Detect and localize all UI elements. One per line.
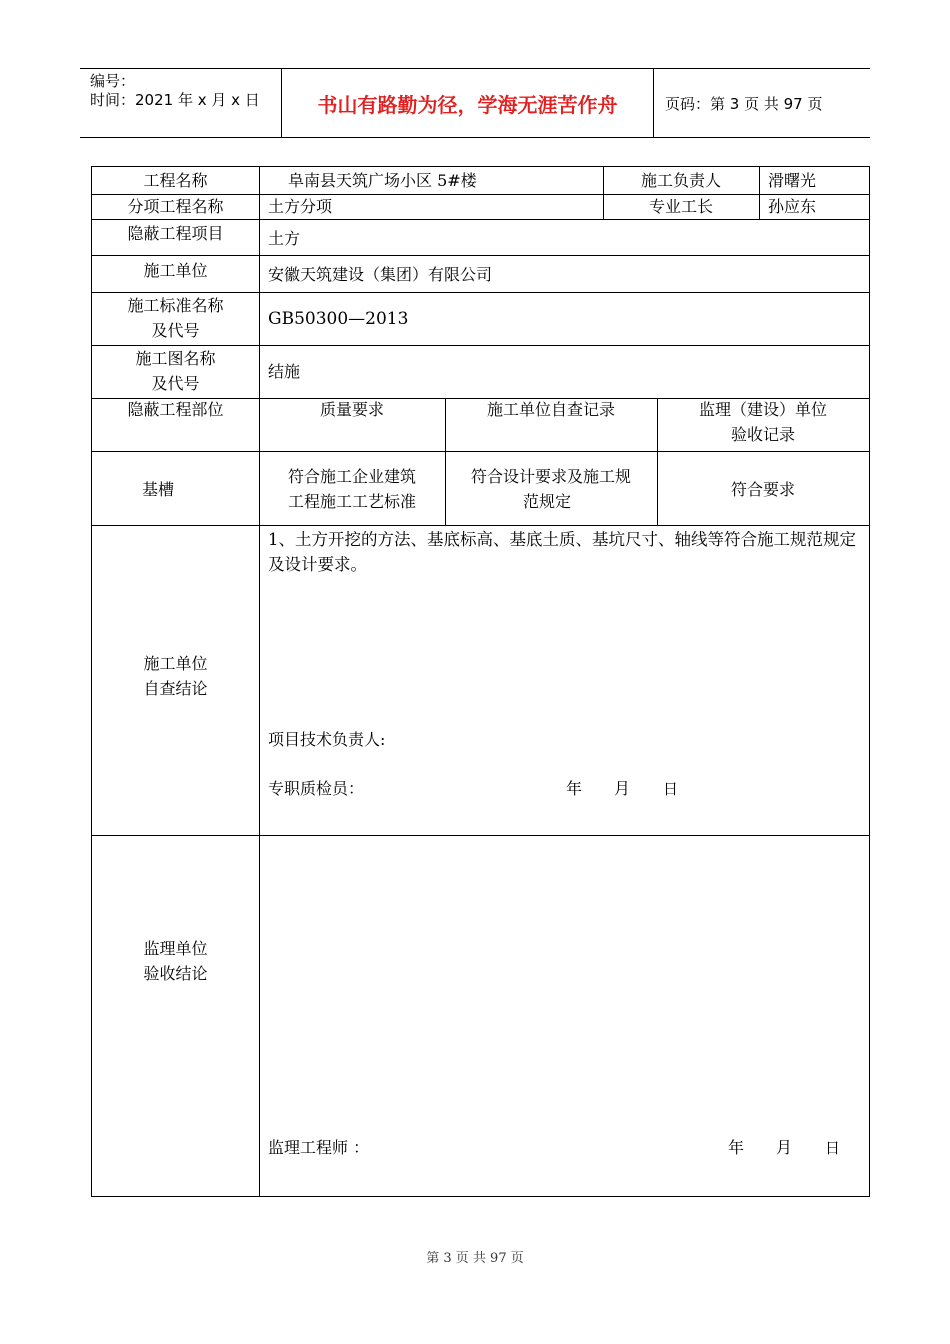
row-divider (92, 525, 869, 526)
project-name-label: 工程名称 (143, 171, 208, 190)
supervision-label-line2: 验收结论 (143, 964, 208, 983)
foreman-value: 孙应东 (768, 197, 817, 216)
inspector-label: 专职质检员： (268, 779, 365, 798)
sub-project-value: 土方分项 (268, 197, 333, 216)
row-divider (92, 835, 869, 836)
drawing-label-line2: 及代号 (151, 374, 200, 393)
conclusion-text: 1、土方开挖的方法、基底标高、基底土质、基坑尺寸、轴线等符合施工规范规定及设计要求。 (268, 530, 856, 574)
page-footer: 第 3 页 共 97 页 (426, 1251, 524, 1266)
conclusion-day-label: 日 (663, 780, 679, 798)
tech-lead-label: 项目技术负责人: (268, 730, 386, 749)
project-name-value: 阜南县天筑广场小区 5#楼 (288, 171, 477, 190)
drawing-value: 结施 (268, 362, 301, 381)
conclusion-label-line2: 自查结论 (143, 679, 208, 698)
col-supervision-header-line2: 验收记录 (730, 425, 795, 444)
quality-value-line1: 符合施工企业建筑 (287, 467, 416, 486)
construction-lead-label: 施工负责人 (640, 171, 721, 190)
foreman-label: 专业工长 (648, 197, 713, 216)
row-divider (92, 345, 869, 346)
col-supervision-header-line1: 监理（建设）单位 (698, 400, 827, 419)
supervision-year-label: 年 (728, 1138, 745, 1157)
header-motto: 书山有路勤为径，学海无涯苦作舟 (281, 69, 654, 137)
time-label: 时间：2021 年 x 月 x 日 (90, 91, 260, 109)
engineer-label: 监理工程师 ： (268, 1138, 370, 1157)
conclusion-label-line1: 施工单位 (143, 654, 208, 673)
col-divider (759, 167, 760, 219)
standard-label-line2: 及代号 (151, 321, 200, 340)
header-page-info: 页码：第 3 页 共 97 页 (665, 94, 823, 113)
self-check-value-line1: 符合设计要求及施工规 (470, 467, 631, 486)
conclusion-year-label: 年 (566, 779, 583, 798)
location-value: 基槽 (141, 480, 174, 499)
document-header (80, 68, 870, 138)
row-divider (92, 292, 869, 293)
col-quality-header: 质量要求 (319, 400, 384, 419)
hidden-item-label: 隐蔽工程项目 (127, 224, 224, 243)
row-divider (92, 451, 869, 452)
col-divider (259, 167, 260, 1196)
standard-value: GB50300—2013 (268, 309, 409, 329)
drawing-label-line1: 施工图名称 (135, 349, 216, 368)
supervision-value: 符合要求 (730, 480, 795, 499)
contractor-label: 施工单位 (143, 261, 208, 280)
standard-label-line1: 施工标准名称 (127, 296, 224, 315)
supervision-month-label: 月 (776, 1138, 793, 1157)
quality-value-line2: 工程施工工艺标准 (287, 492, 416, 511)
supervision-label-line1: 监理单位 (143, 939, 208, 958)
col-self-check-header: 施工单位自查记录 (486, 400, 615, 419)
supervision-day-label: 日 (825, 1139, 841, 1157)
hidden-item-value: 土方 (268, 229, 301, 248)
construction-lead-value: 滑曙光 (768, 171, 817, 190)
row-divider (92, 219, 869, 220)
number-label: 编号： (90, 72, 136, 90)
col-location-header: 隐蔽工程部位 (127, 400, 224, 419)
inspection-form-table (91, 166, 870, 1197)
sub-project-label: 分项工程名称 (127, 197, 224, 216)
conclusion-month-label: 月 (614, 779, 631, 798)
row-divider (92, 255, 869, 256)
self-check-value-line2: 范规定 (523, 492, 572, 511)
header-meta (80, 69, 281, 137)
contractor-value: 安徽天筑建设（集团）有限公司 (268, 265, 493, 284)
